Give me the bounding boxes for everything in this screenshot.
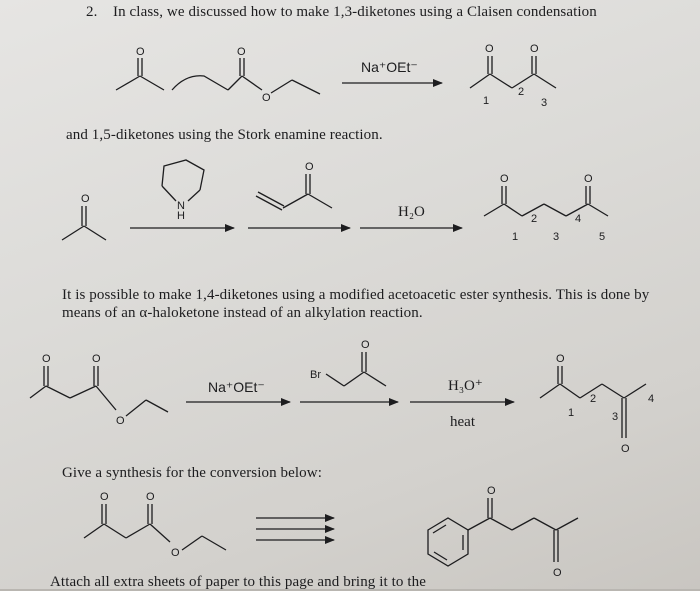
- diketone-1-5-product: [484, 173, 608, 243]
- product1-carbon-number-2: 2: [518, 86, 525, 98]
- footer-instruction: Attach all extra sheets of paper to this page and bring it to the: [50, 574, 426, 590]
- acetone-oxygen-label: O: [136, 46, 145, 58]
- product2-carbon-number-5: 5: [599, 231, 606, 243]
- product2-oxygen-a-label: O: [500, 173, 509, 185]
- product1-carbon-number-1: 1: [483, 95, 490, 107]
- ethyl-acetoacetate-start: [84, 491, 226, 559]
- acetone-molecule: [116, 46, 164, 90]
- ester-ether-oxygen-label: O: [262, 92, 271, 104]
- reaction3-condition: heat: [450, 414, 475, 430]
- eaa-ketone-oxygen-label: O: [42, 353, 51, 365]
- bromoacetone-oxygen-label: O: [361, 339, 370, 351]
- synthesis-prompt: Give a synthesis for the conversion below:: [62, 465, 322, 481]
- target-oxygen-a-label: O: [487, 485, 496, 497]
- product3-oxygen-a-label: O: [556, 353, 565, 365]
- reaction2-reagent: H₂O: [398, 204, 425, 220]
- reaction3-reagent-1: Na⁺OEt⁻: [208, 379, 265, 395]
- start-ether-oxygen-label: O: [171, 547, 180, 559]
- product2-carbon-number-2: 2: [531, 213, 538, 225]
- product3-carbon-number-2: 2: [590, 393, 597, 405]
- product3-carbon-number-3: 3: [612, 411, 619, 423]
- eaa-ether-oxygen-label: O: [116, 415, 125, 427]
- question-number: 2.: [86, 4, 98, 20]
- product1-carbon-number-3: 3: [541, 97, 548, 109]
- product1-oxygen-a-label: O: [485, 43, 494, 55]
- methyl-vinyl-ketone-molecule: [256, 161, 332, 210]
- mvk-oxygen-label: O: [305, 161, 314, 173]
- start-ester-oxygen-label: O: [146, 491, 155, 503]
- question-intro: In class, we discussed how to make 1,3-diketones using a Claisen condensation: [113, 4, 597, 20]
- reaction1-reagent: Na⁺OEt⁻: [361, 59, 418, 75]
- product3-carbon-number-1: 1: [568, 407, 575, 419]
- product2-carbon-number-4: 4: [575, 213, 582, 225]
- target-oxygen-b-label: O: [553, 567, 562, 579]
- bromine-label: Br: [310, 369, 321, 381]
- product3-oxygen-b-label: O: [621, 443, 630, 455]
- multistep-conversion-arrows: [256, 518, 334, 540]
- pyrrolidine-molecule: [162, 160, 204, 222]
- reaction3-reagent-3: H₃O⁺: [448, 378, 483, 394]
- product3-carbon-number-4: 4: [648, 393, 655, 405]
- diketone-1-4-product: [540, 353, 654, 455]
- product2-oxygen-b-label: O: [584, 173, 593, 185]
- ester-carbonyl-oxygen-label: O: [237, 46, 246, 58]
- stork-intro: and 1,5-diketones using the Stork enamine reaction.: [66, 127, 383, 143]
- ethyl-propanoate-molecule: [172, 46, 320, 104]
- product2-carbon-number-3: 3: [553, 231, 560, 243]
- haloketone-paragraph: It is possible to make 1,4-diketones using a modified acetoacetic ester synthesis. This is done by means of an α-haloketone instead of an alkylation reaction.: [62, 287, 650, 321]
- diketone-1-3-product: [470, 43, 556, 109]
- bromoacetone-molecule: [310, 339, 386, 386]
- acetone-molecule-2: [62, 193, 106, 240]
- eaa-ester-oxygen-label: O: [92, 353, 101, 365]
- pyrrolidine-nitrogen-label: N: [177, 200, 185, 212]
- start-ketone-oxygen-label: O: [100, 491, 109, 503]
- product1-oxygen-b-label: O: [530, 43, 539, 55]
- pyrrolidine-hydrogen-label: H: [177, 210, 185, 222]
- target-diketone-molecule: [428, 485, 578, 579]
- acetone2-oxygen-label: O: [81, 193, 90, 205]
- product2-carbon-number-1: 1: [512, 231, 519, 243]
- ethyl-acetoacetate-molecule: [30, 353, 168, 427]
